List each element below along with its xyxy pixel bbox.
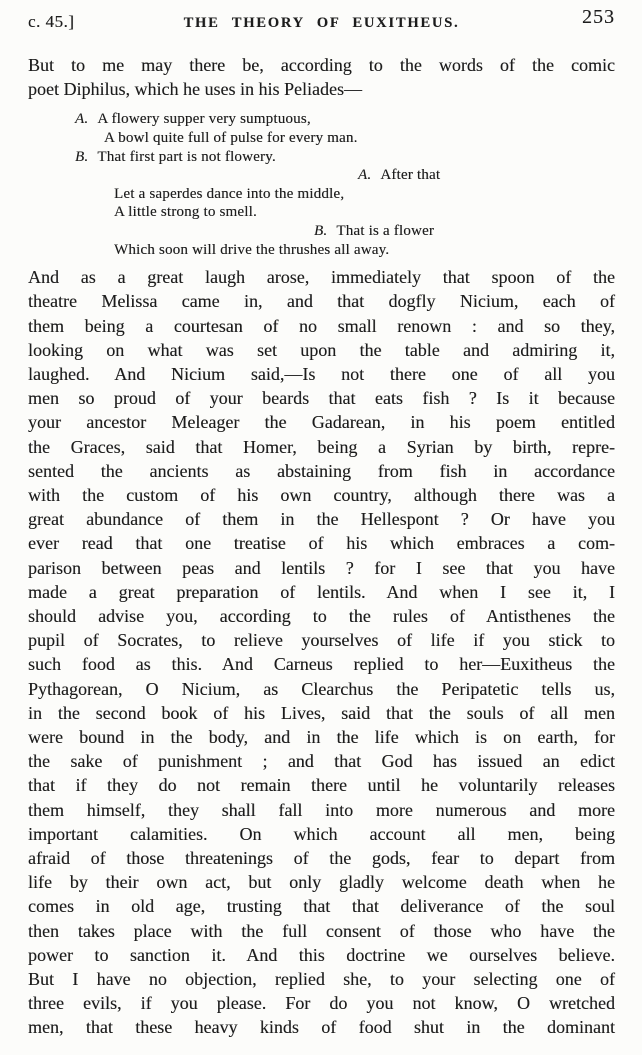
text-line: that if they do not remain there until he voluntarily releases [28,775,615,796]
verse-speaker-label: B. [314,222,328,239]
text-line: theatre Melissa came in, and that dogfly Nicium, each of [28,291,615,312]
verse-line-text: After that [380,167,441,184]
text-line: the Graces, said that Homer, being a Syrian by birth, repre- [28,436,615,457]
page-number: 253 [582,6,615,28]
text-line: But to me may there be, according to the words of the comic [28,55,615,75]
verse-line [314,222,615,241]
verse-speaker-label: A. [358,167,372,184]
text-line: great abundance of them in the Hellespont ? Or have you [28,509,615,530]
text-line: afraid of those threatenings of the gods, fear to depart from [28,848,615,869]
verse-line-text: A little strong to smell. [114,204,257,221]
verse-line-text: Let a saperdes dance into the middle, [114,185,345,202]
text-line: with the custom of his own country, although there was a [28,484,615,505]
text-line: parison between peas and lentils ? for I see that you have [28,557,615,578]
text-line: Pythagorean, O Nicium, as Clearchus the Peripatetic tells us, [28,678,615,699]
chapter-marker: c. 45.] [28,12,75,31]
verse-line-text: That is a flower [336,222,435,239]
text-line: men so proud of your beards that eats fish ? Is it because [28,388,615,409]
text-line: them himself, they shall fall into more numerous and more [28,799,615,820]
text-line: should advise you, according to the rules of Antisthenes the [28,606,615,626]
page-header [28,8,615,32]
verse-line [358,166,615,185]
verse-block [28,110,615,259]
text-line: in the second book of his Lives, said that the souls of all men [28,702,615,723]
verse-line [114,241,615,260]
main-paragraph [28,265,615,1040]
text-line: ever read that one treatise of his which embraces a com- [28,533,615,554]
verse-line [114,203,615,222]
text-line: such food as this. And Carneus replied to her—Euxitheus the [28,654,615,675]
text-line: life by their own act, but only gladly welcome death when he [28,872,615,893]
text-line: then takes place with the full consent of those who have the [28,920,615,941]
text-line: power to sanction it. And this doctrine we ourselves believe. [28,944,615,965]
verse-line [104,129,615,148]
text-line: laughed. And Nicium said,—Is not there one of all you [28,363,615,384]
text-line: were bound in the body, and in the life which is on earth, for [28,727,615,748]
verse-line [75,110,615,129]
text-line: the sake of punishment ; and that God has issued an edict [28,751,615,772]
running-title: THE THEORY OF EUXITHEUS. [183,15,460,31]
text-line: poet Diphilus, which he uses in his Peliades— [28,79,362,100]
text-line: your ancestor Meleager the Gadarean, in his poem entitled [28,412,615,433]
text-line: comes in old age, trusting that that deliverance of the soul [28,896,615,917]
verse-line-text: Which soon will drive the thrushes all away. [114,241,390,258]
text-line: pupil of Socrates, to relieve yourselves of life if you stick to [28,630,615,651]
text-line: important calamities. On which account all men, being [28,823,615,844]
text-line: looking on what was set upon the table and admiring it, [28,339,615,360]
verse-line [114,185,615,204]
intro-paragraph [28,53,615,101]
page-body [28,53,615,1040]
text-line: But I have no objection, replied she, to your selecting one of [28,969,615,990]
verse-speaker-label: B. [75,148,89,165]
text-line: sented the ancients as abstaining from fish in accordance [28,460,615,481]
verse-line [75,148,615,167]
verse-line-text: A flowery supper very sumptuous, [97,111,311,128]
text-line: three evils, if you please. For do you not know, O wretched [28,993,615,1014]
verse-speaker-label: A. [75,111,89,128]
text-line: And as a great laugh arose, immediately that spoon of the [28,267,615,288]
text-line: men, that these heavy kinds of food shut in the dominant [28,1017,615,1038]
text-line: them being a courtesan of no small renown : and so they, [28,315,615,336]
verse-line-text: That first part is not flowery. [97,148,276,165]
verse-line-text: A bowl quite full of pulse for every man. [104,130,358,146]
text-line: made a great preparation of lentils. And when I see it, I [28,581,615,602]
